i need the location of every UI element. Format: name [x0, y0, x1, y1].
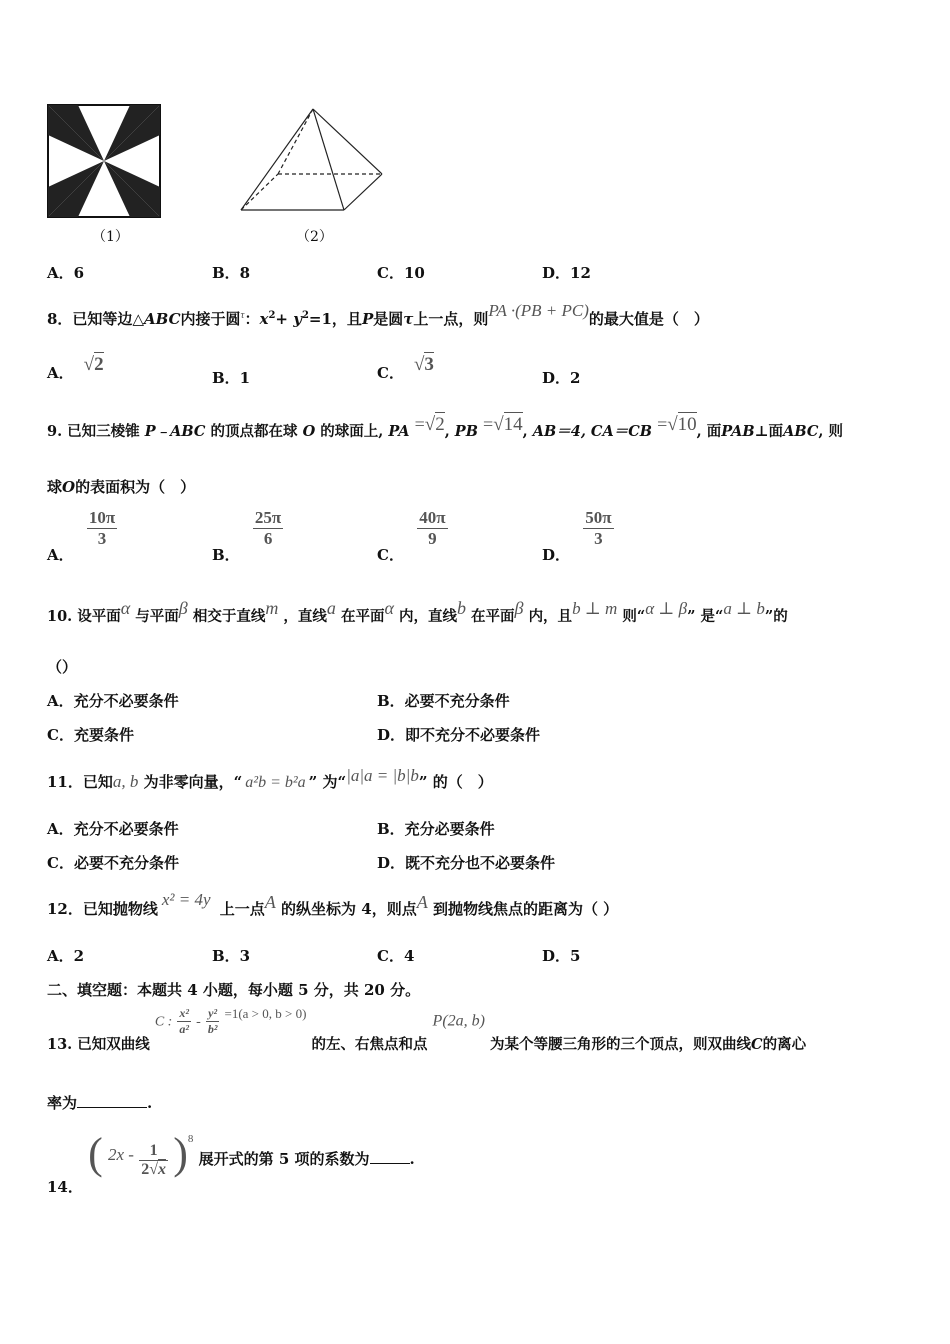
q9-stem-line2: 球O的表面积为（ ）	[47, 478, 196, 496]
q7-option-d[interactable]: D．12	[542, 264, 591, 282]
q10-option-d[interactable]: D．即不充分不必要条件	[377, 726, 541, 744]
q9-stem-line1: 9. 已知三棱锥 P﹣ABC 的顶点都在球 O 的球面上, PA =√2, PB =√14, AB＝4, CA＝CB =√10, 面PAB⊥面ABC, 则	[47, 414, 843, 440]
q8-option-c[interactable]: C． √3	[377, 354, 434, 382]
q13-stem-line2: 率为 .	[47, 1094, 153, 1112]
q11-option-d[interactable]: D．既不充分也不必要条件	[377, 854, 556, 872]
q11-option-b[interactable]: B．充分必要条件	[377, 820, 495, 838]
q12-option-b[interactable]: B．3	[212, 947, 251, 965]
q7-option-a[interactable]: A．6	[47, 264, 85, 282]
q10-option-a[interactable]: A．充分不必要条件	[47, 692, 179, 710]
q13-answer-blank[interactable]	[77, 1107, 147, 1108]
q10-stem-line1: 10. 设平面α 与平面β 相交于直线m ，直线a 在平面α 内，直线b 在平面β 内，且b ⊥ m 则“α ⊥ β” 是“a ⊥ b”的	[47, 598, 788, 625]
q7-option-b[interactable]: B．8	[212, 264, 251, 282]
figure-2-caption: （2）	[296, 229, 333, 245]
figure-2-pyramid	[236, 104, 386, 216]
q7-option-c[interactable]: C．10	[377, 264, 425, 282]
q10-option-c[interactable]: C．充要条件	[47, 726, 134, 744]
q12-option-d[interactable]: D．5	[542, 947, 581, 965]
q10-option-b[interactable]: B．必要不充分条件	[377, 692, 510, 710]
figure-1-square-pinwheel	[47, 104, 161, 218]
q8-stem: 8．已知等边△ABC内接于圆$^\tau$：$x^2+ y^2=1$，且P是圆τ上一点，则PA ·(PB + PC)的最大值是（ ）	[47, 301, 709, 328]
q11-option-a[interactable]: A．充分不必要条件	[47, 820, 179, 838]
q9-option-b[interactable]: B． $\frac{25\pi}{6}$	[212, 508, 282, 564]
q8-option-b[interactable]: B．1	[212, 369, 251, 387]
q12-stem: 12．已知抛物线 x² = 4y 上一点A 的纵坐标为 4，则点A 到抛物线焦点的距离为（ ）	[47, 890, 619, 918]
q11-option-c[interactable]: C．必要不充分条件	[47, 854, 179, 872]
q9-option-d[interactable]: D． $\frac{50\pi}{3}$	[542, 508, 612, 564]
figure-1-caption: （1）	[92, 229, 129, 245]
q14-answer-blank[interactable]	[370, 1163, 410, 1164]
q9-option-c[interactable]: C． $\frac{40\pi}{9}$	[377, 508, 446, 564]
q9-option-a[interactable]: A． $\frac{10\pi}{3}$	[47, 508, 116, 564]
q10-stem-line2: （）	[47, 658, 78, 676]
q11-stem: 11．已知a, b 为非零向量，“ a²b = b²a ” 为“|a|a = |b|b” 的（ ）	[47, 766, 493, 791]
q12-option-a[interactable]: A．2	[47, 947, 85, 965]
q13-stem-line1: 13. 已知双曲线 C : $\frac{\text{x²}}{\text{a²}}$ - $\frac{\text{y²}}{\text{b²}}$ =1(a > 0, b > 0) 的左、右焦点和点 P(2a, b) 为某个等腰三角形的三个顶点，则双曲线C的离心	[47, 1005, 807, 1053]
q14-stem: 14． ( 2x - $\frac{1}{2√x}$ )$^8$ 展开式的第 5 项的系数为 .	[47, 1129, 415, 1196]
q12-option-c[interactable]: C．4	[377, 947, 415, 965]
q8-option-d[interactable]: D．2	[542, 369, 581, 387]
q8-option-a[interactable]: A． √2	[47, 354, 104, 382]
section-2-heading: 二、填空题：本题共 4 小题，每小题 5 分，共 20 分。	[47, 981, 421, 999]
